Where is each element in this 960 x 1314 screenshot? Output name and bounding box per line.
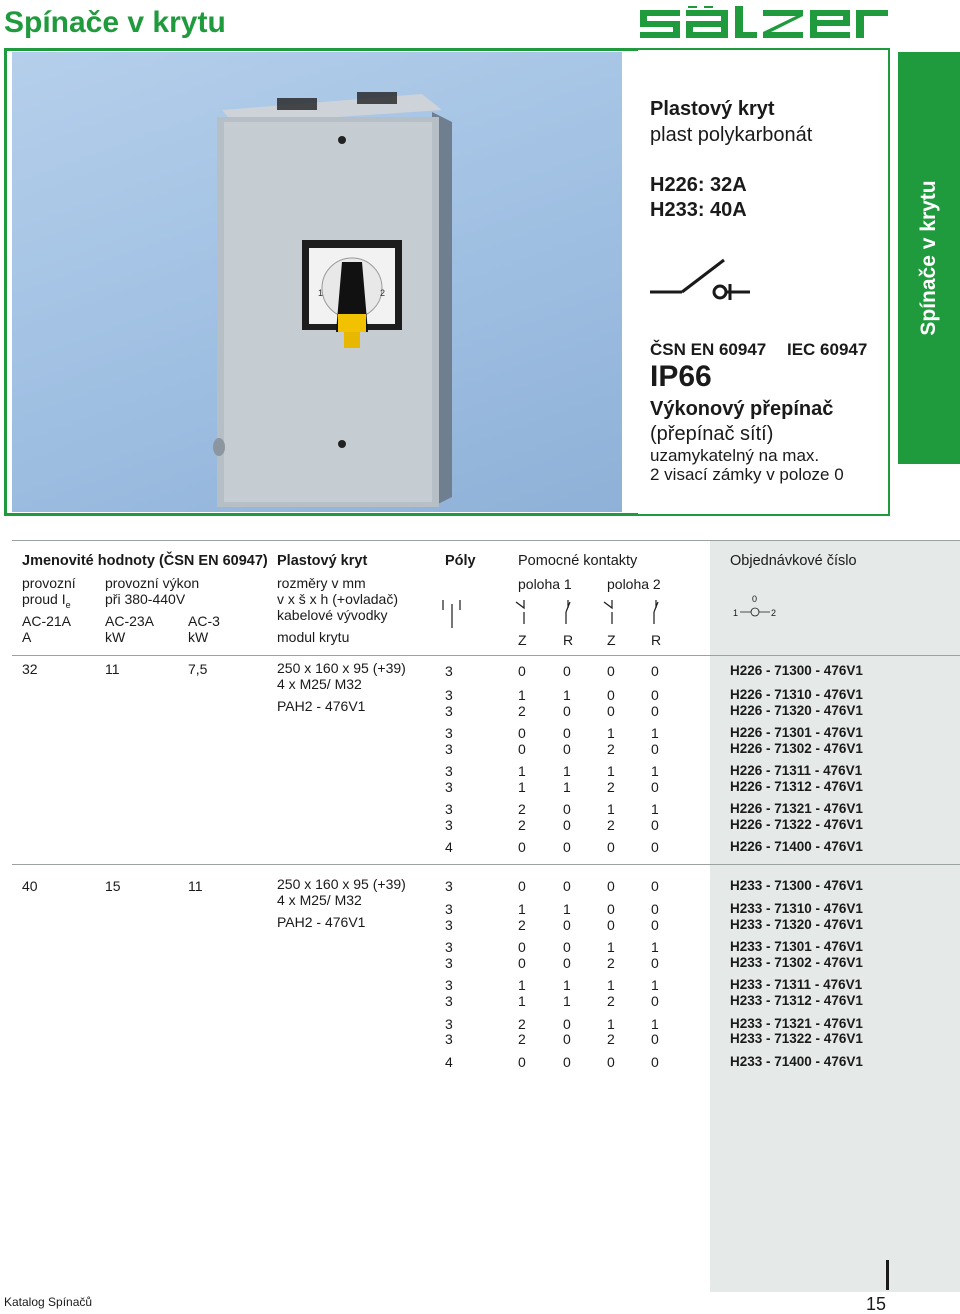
table-cell-r2: 0	[651, 917, 659, 933]
standard-iec: IEC 60947	[787, 340, 868, 359]
side-tab-label: Spínače v krytu	[917, 180, 940, 336]
table-cell-r1: 0	[563, 839, 571, 855]
header-aux: Pomocné kontakty	[518, 553, 638, 569]
subheader-col3-l4: kW	[188, 629, 209, 645]
poles-icon	[440, 598, 464, 628]
product-photo	[12, 52, 622, 512]
rating-h233: H233: 40A	[650, 199, 747, 221]
table-cell-r2: 0	[651, 993, 659, 1009]
group1-power-ac3: 7,5	[188, 661, 208, 677]
table-cell-z1: 0	[518, 878, 526, 894]
footer-rule	[886, 1260, 889, 1290]
footer-catalog: Katalog Spínačů	[4, 1295, 93, 1309]
table-cell-z1: 0	[518, 663, 526, 679]
table-cell-z1: 1	[518, 993, 526, 1009]
group1-current: 32	[22, 661, 38, 677]
table-cell-z2: 2	[607, 993, 615, 1009]
group2-power-ac23: 15	[105, 878, 121, 894]
table-cell-r2: 1	[651, 939, 659, 955]
side-tab	[898, 52, 960, 464]
table-cell-poles: 3	[445, 801, 453, 817]
order-code: H233 - 71311 - 476V1	[730, 977, 863, 992]
table-cell-z2: 1	[607, 939, 615, 955]
table-cell-r1: 0	[563, 878, 571, 894]
table-cell-z2: 0	[607, 1054, 615, 1070]
table-cell-z2: 0	[607, 901, 615, 917]
table-cell-z1: 2	[518, 917, 526, 933]
table-cell-z2: 2	[607, 817, 615, 833]
table-cell-r1: 0	[563, 817, 571, 833]
table-cell-z1: 0	[518, 955, 526, 971]
table-cell-r2: 0	[651, 779, 659, 795]
dial-label-0: 0	[752, 594, 758, 604]
table-cell-z2: 0	[607, 687, 615, 703]
table-cell-z2: 2	[607, 741, 615, 757]
order-code: H233 - 71310 - 476V1	[730, 901, 863, 916]
table-cell-z2: 1	[607, 725, 615, 741]
table-cell-poles: 3	[445, 955, 453, 971]
switch-symbol-icon	[646, 254, 756, 304]
table-cell-r2: 1	[651, 977, 659, 993]
order-code: H226 - 71321 - 476V1	[730, 801, 863, 816]
subheader-z1: Z	[518, 632, 527, 648]
table-cell-z2: 1	[607, 763, 615, 779]
table-cell-z1: 0	[518, 939, 526, 955]
table-cell-r2: 1	[651, 763, 659, 779]
table-cell-r1: 0	[563, 1054, 571, 1070]
table-cell-poles: 3	[445, 917, 453, 933]
table-cell-r1: 0	[563, 801, 571, 817]
rating-h226: H226: 32A	[650, 174, 747, 196]
table-cell-z2: 0	[607, 663, 615, 679]
table-cell-r2: 0	[651, 1054, 659, 1070]
standard-csn: ČSN EN 60947	[650, 340, 767, 359]
table-cell-r2: 0	[651, 817, 659, 833]
page-number: 15	[866, 1294, 887, 1314]
table-cell-r2: 0	[651, 663, 659, 679]
order-code: H233 - 71400 - 476V1	[730, 1054, 863, 1069]
table-cell-z2: 0	[607, 703, 615, 719]
page-title: Spínače v krytu	[4, 6, 226, 39]
table-cell-r1: 1	[563, 763, 571, 779]
table-cell-r1: 0	[563, 663, 571, 679]
group1-power-ac23: 11	[105, 661, 120, 677]
subheader-col2-l4: kW	[105, 629, 126, 645]
table-cell-z2: 2	[607, 779, 615, 795]
table-cell-z1: 2	[518, 1016, 526, 1032]
table-cell-z2: 1	[607, 1016, 615, 1032]
subheader-col3-l3: AC-3	[188, 613, 220, 629]
subheader-r2: R	[651, 632, 662, 648]
dial-label-2: 2	[771, 608, 777, 618]
svg-text:1: 1	[318, 288, 324, 298]
group-divider	[12, 864, 960, 865]
table-cell-r1: 1	[563, 993, 571, 1009]
table-cell-r1: 1	[563, 687, 571, 703]
table-cell-r1: 1	[563, 779, 571, 795]
order-code: H233 - 71321 - 476V1	[730, 1016, 863, 1031]
table-cell-r1: 0	[563, 955, 571, 971]
lockable-line1: uzamykatelný na max.	[650, 446, 820, 465]
table-cell-z2: 0	[607, 878, 615, 894]
table-cell-z2: 2	[607, 1031, 615, 1047]
header-enclosure: Plastový kryt	[277, 553, 368, 569]
order-code: H226 - 71301 - 476V1	[730, 725, 863, 740]
subheader-r1: R	[563, 632, 574, 648]
header-poles: Póly	[445, 553, 476, 569]
table-cell-r2: 1	[651, 801, 659, 817]
table-header-rule	[12, 655, 960, 656]
group1-dimensions: 250 x 160 x 95 (+39)	[277, 660, 406, 676]
table-cell-r2: 1	[651, 725, 659, 741]
order-code: H233 - 71301 - 476V1	[730, 939, 863, 954]
subheader-position1: poloha 1	[518, 576, 572, 592]
table-cell-r2: 0	[651, 901, 659, 917]
group2-dimensions: 250 x 160 x 95 (+39)	[277, 876, 406, 892]
table-cell-poles: 3	[445, 779, 453, 795]
table-cell-z2: 1	[607, 977, 615, 993]
table-cell-z1: 2	[518, 801, 526, 817]
subheader-z2: Z	[607, 632, 616, 648]
table-cell-poles: 3	[445, 725, 453, 741]
table-cell-poles: 3	[445, 663, 453, 679]
subheader-col1-l2: proud $I_e$	[22, 591, 71, 610]
subheader-col1-l1: provozní	[22, 575, 76, 591]
table-cell-r2: 0	[651, 839, 659, 855]
subheader-col2-l2: při 380-440V	[105, 591, 186, 607]
table-cell-poles: 4	[445, 1054, 453, 1070]
switch-type: Výkonový přepínač	[650, 398, 834, 420]
table-cell-z2: 0	[607, 839, 615, 855]
order-code: H233 - 71312 - 476V1	[730, 993, 863, 1008]
lockable-line2: 2 visací zámky v poloze 0	[650, 465, 844, 484]
group2-current: 40	[22, 878, 38, 894]
table-cell-z1: 1	[518, 901, 526, 917]
group2-glands: 4 x M25/ M32	[277, 892, 362, 908]
table-cell-r1: 1	[563, 977, 571, 993]
table-cell-z1: 2	[518, 1031, 526, 1047]
table-cell-r2: 0	[651, 878, 659, 894]
table-cell-r1: 0	[563, 703, 571, 719]
order-code: H226 - 71311 - 476V1	[730, 763, 863, 778]
table-cell-z1: 0	[518, 1054, 526, 1070]
header-order: Objednávkové číslo	[730, 553, 857, 569]
table-cell-poles: 3	[445, 703, 453, 719]
switch-type-sub: (přepínač sítí)	[650, 423, 774, 445]
subheader-col1-l4: A	[22, 629, 32, 645]
table-cell-z1: 2	[518, 703, 526, 719]
subheader-enc-l3: kabelové vývodky	[277, 607, 388, 623]
group1-module: PAH2 - 476V1	[277, 698, 366, 714]
group1-glands: 4 x M25/ M32	[277, 676, 362, 692]
order-code: H226 - 71320 - 476V1	[730, 703, 863, 718]
table-cell-r2: 0	[651, 687, 659, 703]
subheader-col1-l3: AC-21A	[22, 613, 72, 629]
order-code: H226 - 71302 - 476V1	[730, 741, 863, 756]
order-code: H226 - 71322 - 476V1	[730, 817, 863, 832]
table-cell-r1: 0	[563, 725, 571, 741]
table-cell-z1: 1	[518, 977, 526, 993]
subheader-position2: poloha 2	[607, 576, 661, 592]
table-cell-poles: 3	[445, 901, 453, 917]
enclosure-material: plast polykarbonát	[650, 124, 813, 146]
table-cell-poles: 4	[445, 839, 453, 855]
table-cell-poles: 3	[445, 878, 453, 894]
table-cell-r2: 0	[651, 741, 659, 757]
table-cell-r1: 1	[563, 901, 571, 917]
table-cell-r2: 1	[651, 1016, 659, 1032]
header-ratings: Jmenovité hodnoty (ČSN EN 60947)	[22, 553, 268, 569]
table-cell-poles: 3	[445, 763, 453, 779]
order-code: H226 - 71312 - 476V1	[730, 779, 863, 794]
table-cell-poles: 3	[445, 939, 453, 955]
table-cell-r1: 0	[563, 917, 571, 933]
subheader-col2-l3: AC-23A	[105, 613, 155, 629]
table-cell-poles: 3	[445, 1031, 453, 1047]
table-cell-poles: 3	[445, 1016, 453, 1032]
table-cell-z2: 2	[607, 955, 615, 971]
table-cell-z1: 1	[518, 779, 526, 795]
table-cell-r1: 0	[563, 1016, 571, 1032]
group2-power-ac3: 11	[188, 878, 203, 894]
table-cell-r1: 0	[563, 939, 571, 955]
order-code: H233 - 71300 - 476V1	[730, 878, 863, 893]
enclosure-title: Plastový kryt	[650, 98, 775, 120]
contact-symbols-icon	[512, 598, 672, 626]
svg-text:2: 2	[380, 288, 386, 298]
order-code: H226 - 71400 - 476V1	[730, 839, 863, 854]
order-code: H226 - 71300 - 476V1	[730, 663, 863, 678]
subheader-enc-l2: v x š x h (+ovladač)	[277, 591, 398, 607]
order-code: H226 - 71310 - 476V1	[730, 687, 863, 702]
table-cell-z1: 0	[518, 839, 526, 855]
order-code: H233 - 71322 - 476V1	[730, 1031, 863, 1046]
table-cell-z1: 2	[518, 817, 526, 833]
table-cell-r1: 0	[563, 1031, 571, 1047]
table-cell-poles: 3	[445, 977, 453, 993]
table-cell-poles: 3	[445, 687, 453, 703]
table-cell-z1: 1	[518, 763, 526, 779]
table-cell-r1: 0	[563, 741, 571, 757]
table-cell-poles: 3	[445, 741, 453, 757]
table-cell-z2: 1	[607, 801, 615, 817]
subheader-enc-l1: rozměry v mm	[277, 575, 366, 591]
table-cell-z1: 1	[518, 687, 526, 703]
table-cell-z1: 0	[518, 725, 526, 741]
dial-label-1: 1	[733, 608, 739, 618]
table-cell-z2: 0	[607, 917, 615, 933]
table-cell-r2: 0	[651, 955, 659, 971]
ip-rating: IP66	[650, 360, 712, 393]
table-top-rule	[12, 540, 960, 541]
table-cell-poles: 3	[445, 817, 453, 833]
table-cell-poles: 3	[445, 993, 453, 1009]
order-code: H233 - 71302 - 476V1	[730, 955, 863, 970]
salzer-logo	[640, 6, 888, 42]
subheader-enc-l4: modul krytu	[277, 629, 350, 645]
table-cell-r2: 0	[651, 1031, 659, 1047]
subheader-col2-l1: provozní výkon	[105, 575, 200, 591]
table-cell-z1: 0	[518, 741, 526, 757]
order-code: H233 - 71320 - 476V1	[730, 917, 863, 932]
group2-module: PAH2 - 476V1	[277, 914, 366, 930]
table-cell-r2: 0	[651, 703, 659, 719]
